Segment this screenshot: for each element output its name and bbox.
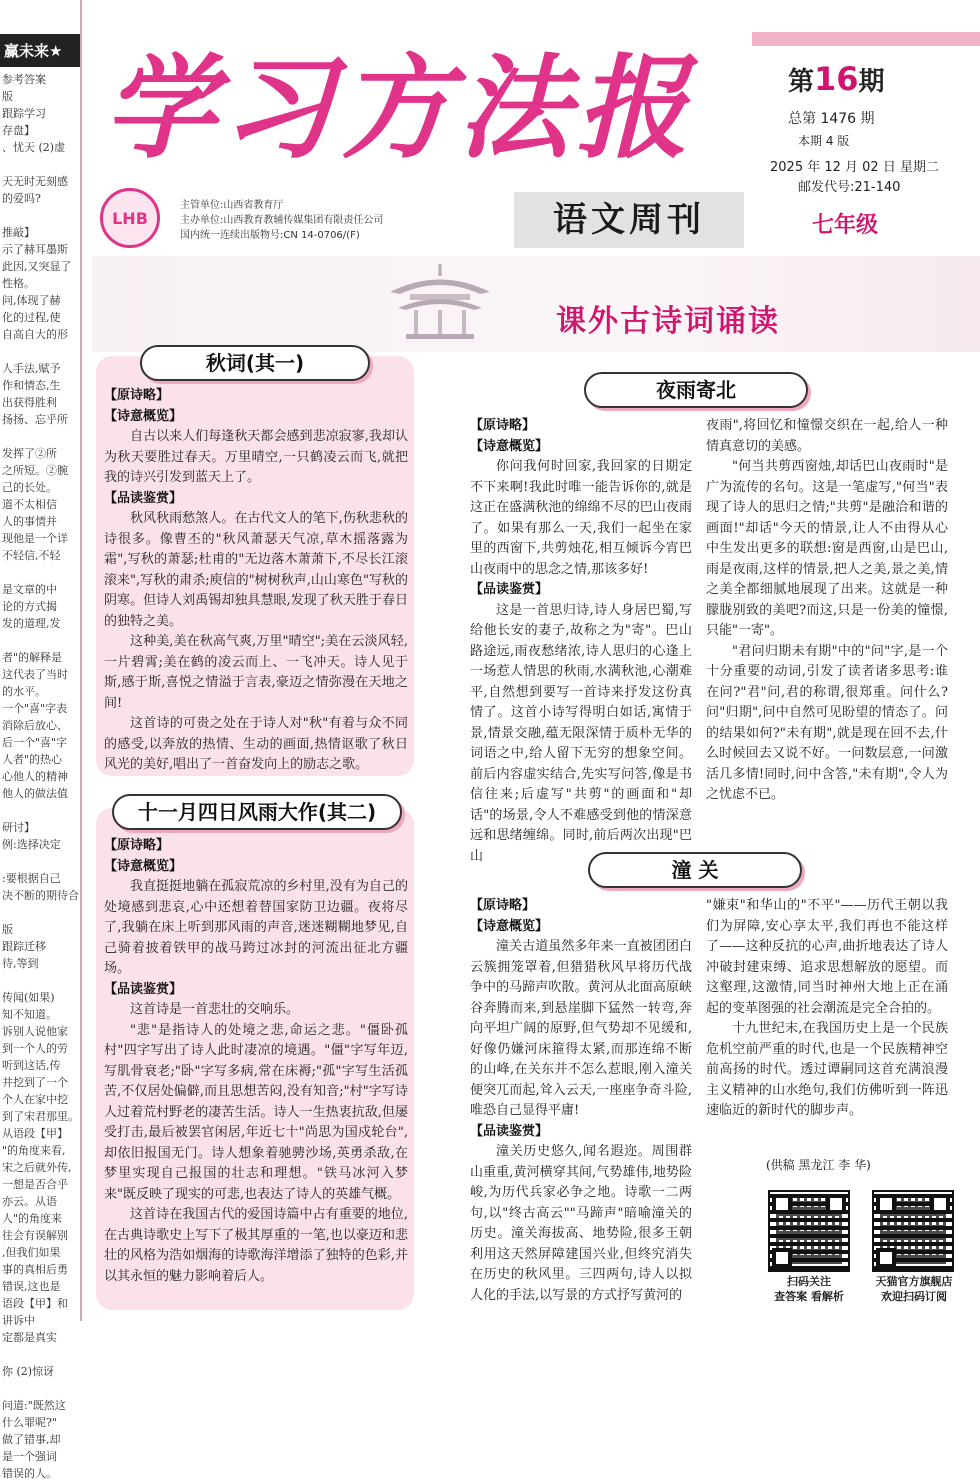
strip-line: 待,等到 [2, 957, 39, 970]
strip-line: 作和情态,生 [2, 379, 61, 392]
section-banner [92, 256, 980, 352]
article-tongguan-title: 潼 关 [588, 852, 802, 888]
strip-line: 现他是一个详 [2, 532, 68, 545]
publisher-info [180, 198, 383, 243]
strip-line: 知不知道。 [2, 1008, 57, 1021]
strip-line: 、忧天 (2)虚 [2, 141, 66, 154]
strip-line [2, 156, 78, 173]
strip-line: 存盘】 [2, 124, 35, 137]
strip-line: 人者"的热心 [2, 753, 63, 766]
strip-line: 事的真相后勇 [2, 1263, 68, 1276]
strip-line: 做了错事,却 [2, 1433, 61, 1446]
strip-line: 推敲】 [2, 226, 35, 239]
strip-line: 问道:"既然这 [2, 1399, 66, 1412]
strip-line: 井挖到了一个 [2, 1076, 68, 1089]
article-credit: (供稿 黑龙江 李 华) [766, 1158, 871, 1172]
strip-line: 后一个"喜"字 [2, 736, 68, 749]
strip-line: 心他人的精神 [2, 770, 68, 783]
strip-line: 的水平。 [2, 685, 46, 698]
strip-line: 语段【甲】和 [2, 1297, 68, 1310]
strip-line: 是一个强词 [2, 1450, 57, 1463]
strip-line: 出获得胜利 [2, 396, 57, 409]
issue-box [788, 60, 885, 149]
strip-line: 诉别人说他家 [2, 1025, 68, 1038]
issue-number: 第16期 [788, 60, 885, 98]
strip-line: 他人的做法值 [2, 787, 68, 800]
strip-line: 亦云。从语 [2, 1195, 57, 1208]
strip-line: 定都是真实 [2, 1331, 57, 1344]
strip-line: 版 [2, 90, 13, 103]
strip-line: 发挥了②所 [2, 447, 57, 460]
strip-line: 错误,这也是 [2, 1280, 61, 1293]
strip-line: 问,体现了赫 [2, 294, 61, 307]
strip-line: 决不断的期待合 [2, 889, 79, 902]
strip-line: 示了赫耳墨斯 [2, 243, 68, 256]
strip-line: 一想是否合乎 [2, 1178, 68, 1191]
strip-line: 化的过程,使 [2, 311, 61, 324]
strip-line: 一个"喜"字表 [2, 702, 68, 715]
strip-line [2, 802, 78, 819]
strip-line: 自高自大的形 [2, 328, 68, 341]
page-count: 本期 4 版 [798, 134, 850, 148]
strip-line [2, 428, 78, 445]
article-yeyu-col2: 夜雨",将回忆和憧憬交织在一起,给人一种情真意切的美感。 "何当共剪西窗烛,却话巴山夜雨时"是广为流传的名句。这是一笔虚写,"何当"表现了诗人的思归之情;"共剪"是融洽和谐的画面!"却话"今天的情景,让人不由得从心中生发出更多的联想:窗是西窗,山是巴山,雨是夜雨,这样的情景,把人之美,景之美,情之美全都细腻地展现了出来。这就是一种朦胧别致的美吧?而这,只是一份美的憧憬,只能"一寄"。 "君问归期未有期"中的"问"字,是一个十分重要的动词,引发了读者诸多思考:谁在问?"君"问,君的称谓,很郑重。问什么?问"归期",问中自然可见盼望的情态了。问的结果如何?"未有期",就是现在回不去,什么时候回去又说不好。一问数层意,一问激活几多情!同时,问中含答,"未有期",令人为之忧虑不已。 [706, 418, 948, 802]
authority: 主管单位:山西省教育厅 [180, 200, 284, 211]
strip-line [2, 904, 78, 921]
strip-line: 研讨】 [2, 821, 35, 834]
strip-line: 者"的解释是 [2, 651, 63, 664]
qr-code-answers[interactable] [768, 1190, 850, 1272]
strip-line: 是文章的中 [2, 583, 57, 596]
strip-tag: 赢未来★ [0, 34, 80, 67]
strip-line: 论的方式揭 [2, 600, 57, 613]
strip-line [2, 1380, 78, 1397]
strip-line: 跟踪学习 [2, 107, 46, 120]
sponsor: 主办单位:山西教育教辅传媒集团有限责任公司 [180, 215, 384, 226]
strip-line: 到了宋君那里。 [2, 1110, 79, 1123]
strip-line [2, 343, 78, 360]
strip-line: 宋之后就外传, [2, 1161, 72, 1174]
strip-line: 错误的人。 [2, 1467, 57, 1480]
strip-line: 消除后放心、 [2, 719, 68, 732]
strip-line: "的角度来看, [2, 1144, 66, 1157]
cn-number: 国内统一连续出版物号:CN 14-0706/(F) [180, 230, 360, 241]
strip-line: 这代表了当时 [2, 668, 68, 681]
total-issue: 总第 1476 期 [788, 111, 875, 127]
strip-line: 从语段【甲】 [2, 1127, 68, 1140]
strip-line: 人手法,赋予 [2, 362, 61, 375]
article-dazuo-title: 十一月四日风雨大作(其二) [112, 794, 402, 830]
strip-line: 版 [2, 923, 13, 936]
qr-caption-store: 天猫官方旗舰店 欢迎扫码订阅 [875, 1275, 953, 1303]
strip-line: 的爱吗? [2, 192, 41, 205]
strip-line: 往会有误解别 [2, 1229, 68, 1242]
strip-line: 性格。 [2, 277, 35, 290]
post-code: 邮发代号:21-140 [798, 180, 901, 195]
publish-date: 2025 年 12 月 02 日 星期二 [770, 160, 939, 175]
strip-line: 发的道理,发 [2, 617, 61, 630]
article-qiuci-text: 【原诗略】 【诗意概览】 自古以来人们每逢秋天都会感到悲凉寂寥,我却认为秋天要胜过春天。万里晴空,一只鹤凌云而飞,就把我的诗兴引发到蓝天上了。 【品读鉴赏】 秋风秋雨愁煞人。在古代文人的笔下,伤秋悲秋的诗很多。像曹丕的"秋风萧瑟天气凉,草木摇落露为霜",写秋的萧瑟;杜甫的"无边落木萧萧下,不尽长江滚滚来",写秋的肃杀;庾信的"树树秋声,山山寒色"写秋的阴寒。但诗人刘禹锡却独具慧眼,发现了秋天胜于春日的独特之美。 这种美,美在秋高气爽,万里"晴空";美在云淡风轻,一片碧霄;美在鹤的凌云而上、一飞冲天。诗人见于斯,感于斯,喜悦之情溢于言表,豪迈之情弥漫在天地之间! 这首诗的可贵之处在于诗人对"秋"有着与众不同的感受,以奔放的热情、生动的画面,热情讴歌了秋日风光的美好,唱出了一首奋发向上的励志之歌。 [104, 388, 408, 772]
article-dazuo-text: 【原诗略】 【诗意概览】 我直挺挺地躺在孤寂荒凉的乡村里,没有为自己的处境感到悲哀,心中还想着替国家防卫边疆。夜将尽了,我躺在床上听到那风雨的声音,迷迷糊糊地梦见,自己骑着披着铁甲的战马跨过冰封的河流出征北方疆场。 【品读鉴赏】 这首诗是一首悲壮的交响乐。 "悲"是指诗人的处境之悲,命运之悲。"僵卧孤村"四字写出了诗人此时凄凉的境遇。"僵"字写年迈,写肌骨衰老;"卧"字写多病,常在床褥;"孤"字写生活孤苦,不仅居处偏僻,而且思想苦闷,没有知音;"村"字写诗人过着荒村野老的凄苦生活。诗人一生热衷抗敌,但屡受打击,最后被罢官闲居,年近七十"尚思为国戍轮台",却依旧报国无门。诗人想象着驰骋沙场,英勇杀敌,在梦里实现自己报国的壮志和理想。"铁马冰河入梦来"既反映了现实的可悲,也表达了诗人的英雄气概。 这首诗在我国古代的爱国诗篇中占有重要的地位,在古典诗歌史上写下了极其厚重的一笔,也以豪迈和悲壮的风格为浩如烟海的诗歌海洋增添了独特的色彩,并以其永恒的魅力影响着后人。 [104, 838, 408, 1284]
strip-line [2, 632, 78, 649]
banner-title: 课外古诗词诵读 [556, 304, 780, 339]
article-qiuci-title: 秋词(其一) [140, 345, 370, 381]
article-tongguan-col2: "嫌束"和华山的"不平"——历代王朝以我们为屏障,安心享太平,我们再也不能这样了——这种反抗的心声,曲折地表达了诗人冲破封建束缚、追求思想解放的愿望。而这壑理,这激情,同当时神州大地上正在涌起的变革图强的社会潮流是完全合拍的。 十九世纪末,在我国历史上是一个民族危机空前严重的时代,也是一个民族精神空前高扬的时代。透过谭嗣同这首充满浪漫主义精神的山水绝句,我们仿佛听到一阵迅速临近的新时代的脚步声。 [706, 898, 948, 1118]
strip-line: 此因,又突显了 [2, 260, 72, 273]
strip-line [2, 972, 78, 989]
strip-line: 传闻(如果) [2, 991, 55, 1004]
strip-line: 例:选择决定 [2, 838, 61, 851]
strip-text [0, 67, 80, 1482]
qr-caption-answers: 扫码关注 查答案 看解析 [774, 1275, 844, 1303]
strip-line: ,但我们如果 [2, 1246, 61, 1259]
strip-line: 参考答案 [2, 73, 46, 86]
strip-line: 跟踪迁移 [2, 940, 46, 953]
newspaper-emblem-icon: LHB [100, 188, 160, 248]
article-yeyu-title: 夜雨寄北 [584, 372, 808, 408]
strip-line [2, 564, 78, 581]
strip-line: 之所短。②腕 [2, 464, 68, 477]
strip-line: 什么罪呢?" [2, 1416, 57, 1429]
strip-line: 你 (2)惊讶 [2, 1365, 55, 1378]
edition-title: 语文周刊 [514, 192, 744, 248]
strip-line [2, 207, 78, 224]
previous-page-strip [0, 0, 82, 1480]
strip-line [2, 1346, 78, 1363]
strip-line: 扬扬、忘乎所 [2, 413, 68, 426]
header-pink-bar [752, 32, 980, 46]
pavilion-icon [380, 262, 500, 342]
strip-line: 人"的角度来 [2, 1212, 63, 1225]
strip-line: 到一个人的劳 [2, 1042, 68, 1055]
strip-line: 己的长处。 [2, 481, 57, 494]
qr-code-store[interactable] [872, 1190, 954, 1272]
strip-line: 人的事情并 [2, 515, 57, 528]
grade-label: 七年级 [812, 213, 879, 238]
strip-line [2, 853, 78, 870]
strip-line: 个人在家中挖 [2, 1093, 68, 1106]
article-yeyu-col1: 【原诗略】 【诗意概览】 你问我何时回家,我回家的日期定不下来啊!我此时唯一能告诉你的,就是这正在盛满秋池的绵绵不尽的巴山夜雨了。如果有那么一天,我们一起坐在家里的西窗下,共剪烛花,相互倾诉今宵巴山夜雨中的思念之情,那该多好! 【品读鉴赏】 这是一首思归诗,诗人身居巴蜀,写给他长安的妻子,故称之为"寄"。巴山路途远,雨夜愁绪浓,诗人思归的心逢上一场惹人情思的秋雨,水满秋池,心潮难平,自然想到要写一首诗来抒发这份真情了。这首小诗写得明白如话,寓情于景,情景交融,蕴无限深情于质朴无华的词语之中,给人留下无穷的想象空间。前后内容虚实结合,先实写问答,像是书信往来;后虚写"共剪"的画面和"却话"的场景,令人不难感受到他的情深意远和思绪缠绵。同时,前后两次出现"巴山 [470, 418, 692, 864]
strip-line: 天无时无刻感 [2, 175, 68, 188]
newspaper-title: 学习方法报 [104, 43, 694, 174]
strip-line: 听到这话,传 [2, 1059, 61, 1072]
strip-line: :要根据自己 [2, 872, 61, 885]
strip-line: 讲诉中 [2, 1314, 35, 1327]
article-tongguan-col1: 【原诗略】 【诗意概览】 潼关古道虽然多年来一直被团团白云簇拥笼罩着,但猎猎秋风早将历代战争中的马蹄声吹散。黄河从北面高原峡谷奔腾而来,到悬崖脚下猛然一转弯,奔向平坦广阔的原野,但气势却不见缓和,好像仍嫌河床箍得太紧,而那连绵不断的山峰,在关东并不怎么惹眼,刚入潼关便突兀而起,耸入云天,一座座争奇斗险,唯恐自己显得平庸! 【品读鉴赏】 潼关历史悠久,闻名遐迩。周围群山重重,黄河横穿其间,气势雄伟,地势险峻,为历代兵家必争之地。诗歌一二两句,以"终古高云""马蹄声"暗喻潼关的历史。潼关海拔高、地势险,很多王朝利用这天然屏障建国兴业,但终究消失在历史的秋风里。三四两句,诗人以拟人化的手法,以写景的方式抒写黄河的 [470, 898, 692, 1303]
strip-line: 不轻信,不轻 [2, 549, 61, 562]
strip-line: 道不太相信 [2, 498, 57, 511]
